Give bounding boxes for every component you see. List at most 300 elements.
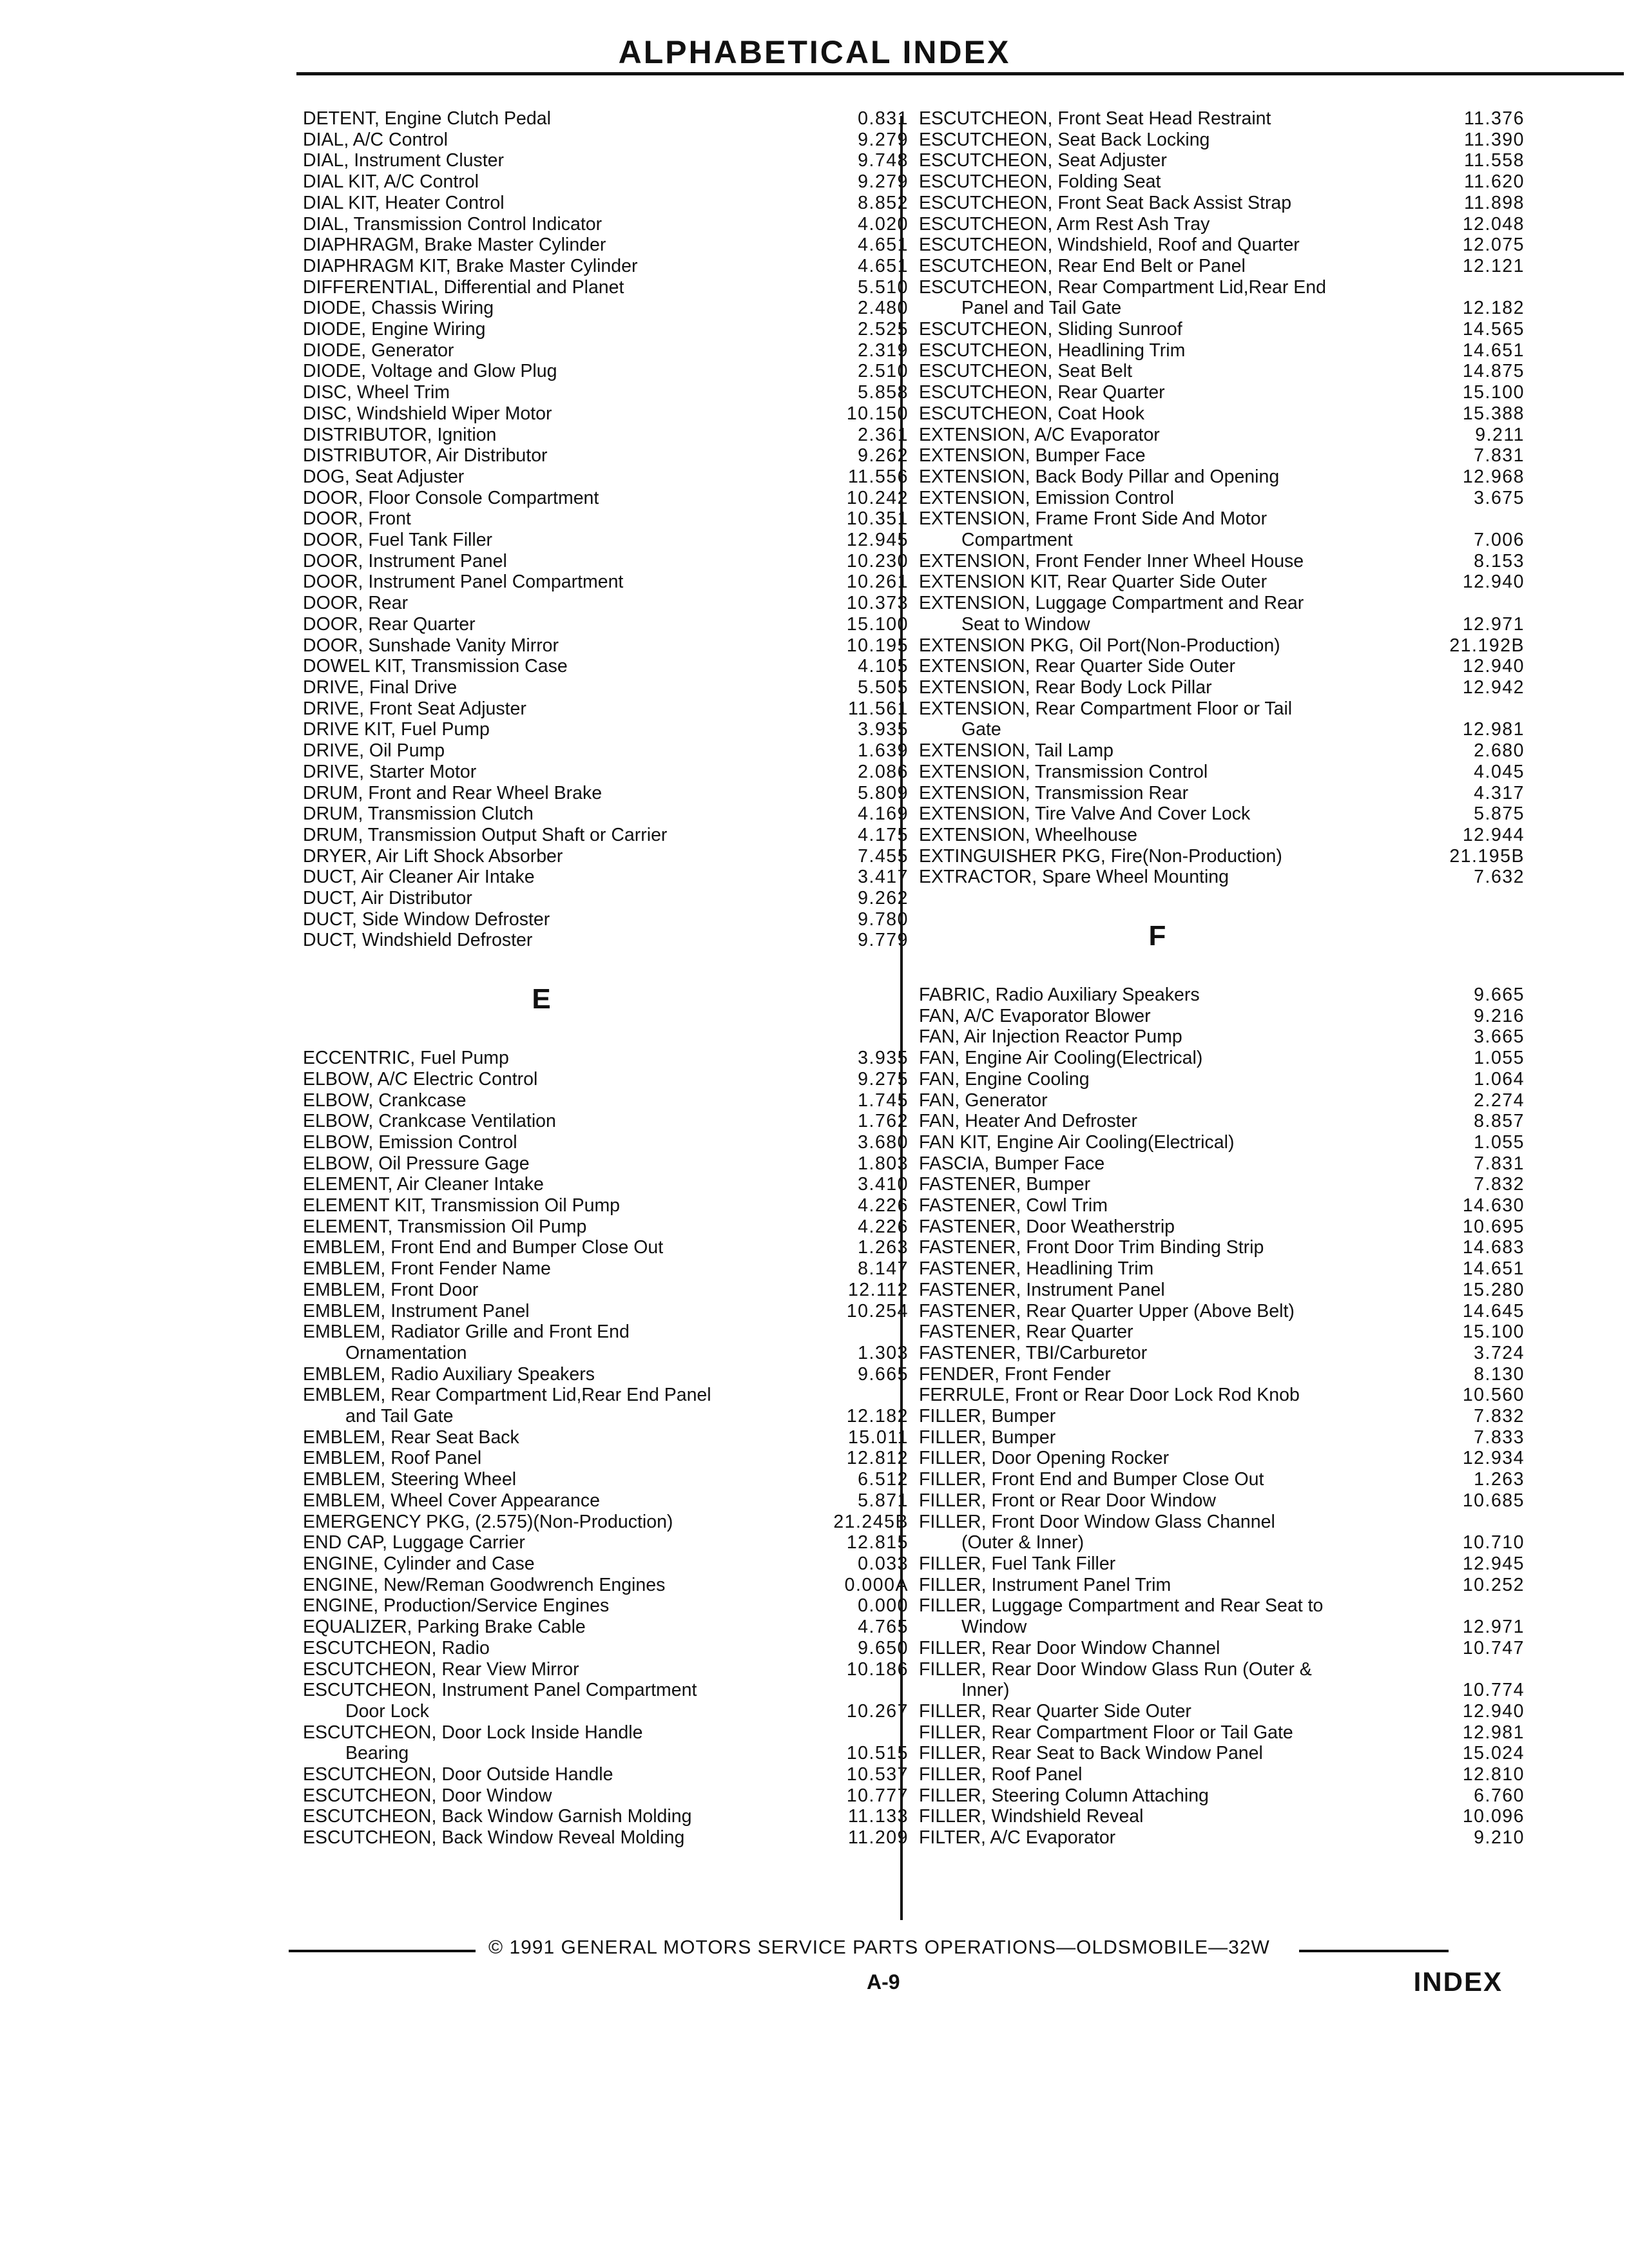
index-entry (919, 1701, 1525, 1722)
index-entry-text: FILTER, A/C Evaporator (919, 1827, 1116, 1849)
index-entry-section-number: 10.150 (846, 403, 909, 424)
index-entry-text: DRIVE, Starter Motor (303, 761, 477, 782)
index-entry (919, 361, 1525, 382)
index-entry-section-number: 4.226 (858, 1216, 909, 1237)
index-entry-continuation: Ornamentation (345, 1342, 467, 1363)
index-entry-text: DUCT, Air Distributor (303, 888, 472, 909)
index-entry (303, 256, 909, 277)
index-entry (303, 1280, 909, 1301)
index-entry-text: ESCUTCHEON, Headlining Trim (919, 340, 1186, 361)
index-entry-text: ESCUTCHEON, Seat Belt (919, 361, 1133, 382)
index-entry-text: DISTRIBUTOR, Ignition (303, 424, 497, 445)
index-entry (919, 171, 1525, 193)
index-entry (303, 572, 909, 593)
index-entry-section-number: 11.556 (847, 466, 909, 487)
index-entry-section-number: 3.935 (858, 719, 909, 740)
index-entry (303, 1090, 909, 1111)
index-entry-section-number: 7.833 (1474, 1427, 1525, 1448)
index-entry-text: EXTENSION, Bumper Face (919, 445, 1146, 466)
index-entry-text: DIAL KIT, Heater Control (303, 192, 505, 213)
index-entry-text: FASTENER, Door Weatherstrip (919, 1216, 1175, 1237)
index-entry-section-number: 12.945 (1462, 1553, 1525, 1574)
index-entry (303, 1427, 909, 1448)
index-list-f (919, 985, 1525, 1849)
index-entry-text: ELEMENT, Transmission Oil Pump (303, 1216, 587, 1237)
index-entry-section-number: 14.683 (1462, 1237, 1525, 1258)
index-entry (303, 1258, 909, 1280)
index-entry-text: EMBLEM, Radiator Grille and Front End (303, 1321, 630, 1343)
index-entry-text: EXTENSION, Transmission Control (919, 761, 1208, 782)
index-entry-text: EXTENSION, Front Fender Inner Wheel House (919, 550, 1304, 572)
index-entry (919, 1006, 1525, 1027)
index-entry (303, 1532, 909, 1553)
page-title: ALPHABETICAL INDEX (618, 34, 1011, 70)
index-entry-section-number: 15.100 (1462, 382, 1525, 403)
index-entry-section-number: 10.186 (846, 1658, 909, 1680)
index-entry-section-number: 1.803 (858, 1153, 909, 1174)
index-list-e (303, 1048, 909, 1849)
index-entry (919, 1132, 1525, 1153)
index-entry-section-number: 4.317 (1474, 782, 1525, 803)
index-entry-text: ELEMENT KIT, Transmission Oil Pump (303, 1195, 621, 1216)
index-entry (303, 235, 909, 256)
index-entry-section-number: 8.153 (1474, 550, 1525, 572)
index-entry-section-number: 10.351 (846, 508, 909, 530)
index-entry-text: FILLER, Rear Door Window Glass Run (Outer & (919, 1658, 1312, 1680)
index-entry-text: ESCUTCHEON, Back Window Garnish Molding (303, 1806, 692, 1827)
index-entry (919, 425, 1525, 446)
index-entry (303, 656, 909, 677)
index-entry (919, 1321, 1525, 1343)
index-entry-section-number: 10.230 (846, 550, 909, 572)
index-entry-section-number: 4.105 (858, 656, 909, 677)
index-entry-section-number: 10.252 (1462, 1574, 1525, 1595)
index-entry (919, 1237, 1525, 1258)
index-entry-section-number: 1.055 (1474, 1131, 1525, 1153)
index-entry-section-number: 12.182 (1462, 298, 1525, 319)
index-entry-section-number: 9.216 (1474, 1005, 1525, 1026)
index-entry (303, 445, 909, 466)
index-entry-text: FASTENER, Rear Quarter Upper (Above Belt) (919, 1300, 1295, 1321)
index-entry-section-number: 15.388 (1462, 403, 1525, 424)
index-entry (303, 1237, 909, 1258)
index-entry-text: DISC, Wheel Trim (303, 382, 450, 403)
index-entry (919, 1638, 1525, 1659)
index-entry (919, 635, 1525, 657)
index-entry-continuation: and Tail Gate (345, 1406, 454, 1427)
index-entry-text: DOOR, Fuel Tank Filler (303, 530, 493, 551)
index-entry-section-number: 15.024 (1462, 1743, 1525, 1764)
index-entry (919, 1026, 1525, 1048)
index-entry (919, 340, 1525, 361)
index-entry-text: FILLER, Instrument Panel Trim (919, 1574, 1171, 1595)
index-entry-text: FILLER, Luggage Compartment and Rear Seat to (919, 1595, 1324, 1617)
index-entry-text: FILLER, Front Door Window Glass Channel (919, 1511, 1275, 1532)
index-entry-text: EXTENSION, Luggage Compartment and Rear (919, 593, 1304, 614)
index-entry-section-number: 21.245B (833, 1511, 909, 1532)
index-entry-section-number: 12.942 (1462, 677, 1525, 698)
footer-rule-left (289, 1950, 476, 1952)
index-entry-text: FAN, Air Injection Reactor Pump (919, 1026, 1182, 1048)
index-entry (303, 130, 909, 151)
index-entry (303, 1195, 909, 1216)
index-entry (919, 130, 1525, 151)
index-entry-section-number: 1.263 (1474, 1469, 1525, 1490)
index-entry-text: FENDER, Front Fender (919, 1363, 1111, 1385)
index-entry-text: DOOR, Floor Console Compartment (303, 487, 599, 508)
index-entry (303, 214, 909, 235)
section-heading-f: F (1148, 920, 1166, 952)
index-entry-text: FAN, Generator (919, 1090, 1048, 1111)
index-entry-text: FAN, Engine Cooling (919, 1068, 1090, 1090)
index-entry (919, 445, 1525, 466)
index-entry-section-number: 3.680 (858, 1131, 909, 1153)
index-entry-text: EXTENSION, Tire Valve And Cover Lock (919, 803, 1251, 825)
index-entry-section-number: 14.651 (1462, 340, 1525, 361)
index-entry (303, 762, 909, 783)
index-entry (303, 1364, 909, 1385)
index-entry (919, 1448, 1525, 1469)
index-entry-text: FILLER, Rear Compartment Floor or Tail Gate (919, 1722, 1293, 1743)
index-entry (303, 783, 909, 804)
index-entry-text: FILLER, Front or Rear Door Window (919, 1490, 1216, 1511)
index-entry (303, 488, 909, 509)
index-entry (919, 108, 1525, 130)
index-entry (303, 403, 909, 425)
index-entry-section-number: 3.724 (1474, 1342, 1525, 1363)
index-entry-section-number: 4.169 (858, 803, 909, 825)
index-entry-text: ESCUTCHEON, Front Seat Head Restraint (919, 108, 1271, 129)
index-entry-text: ESCUTCHEON, Seat Adjuster (919, 150, 1167, 171)
index-entry-section-number: 1.263 (858, 1237, 909, 1258)
index-entry-section-number: 12.981 (1462, 719, 1525, 740)
index-entry-section-number: 8.852 (858, 192, 909, 213)
index-entry (303, 1448, 909, 1469)
index-entry (303, 1595, 909, 1617)
index-entry (919, 846, 1525, 867)
index-entry (919, 656, 1525, 677)
index-entry-continuation: Inner) (961, 1680, 1010, 1701)
index-entry-section-number: 8.147 (858, 1258, 909, 1280)
index-entry (303, 1722, 909, 1764)
index-entry-text: DETENT, Engine Clutch Pedal (303, 108, 551, 129)
index-entry-section-number: 2.510 (858, 361, 909, 382)
index-entry-section-number: 6.760 (1474, 1785, 1525, 1806)
index-entry (303, 382, 909, 403)
index-entry-section-number: 7.831 (1474, 445, 1525, 466)
index-entry-section-number: 12.182 (846, 1406, 909, 1427)
index-entry-section-number: 0.000 (858, 1595, 909, 1617)
index-entry (919, 1427, 1525, 1448)
index-entry-section-number: 12.971 (1462, 613, 1525, 635)
index-entry-text: EXTENSION, Tail Lamp (919, 740, 1113, 762)
index-entry-section-number: 8.130 (1474, 1363, 1525, 1385)
index-entry-section-number: 5.871 (858, 1490, 909, 1511)
index-entry (303, 1659, 909, 1680)
index-entry (919, 1553, 1525, 1575)
index-entry-text: FILLER, Steering Column Attaching (919, 1785, 1209, 1806)
index-entry (303, 888, 909, 909)
index-entry (303, 1617, 909, 1638)
index-entry (303, 171, 909, 193)
index-entry-text: DIAL KIT, A/C Control (303, 171, 479, 193)
index-entry (303, 1764, 909, 1785)
index-list-e-continued (919, 108, 1525, 888)
index-entry (303, 1827, 909, 1849)
index-entry-text: ESCUTCHEON, Windshield, Roof and Quarter (919, 235, 1300, 256)
index-entry-section-number: 10.777 (846, 1785, 909, 1806)
index-entry-text: DOWEL KIT, Transmission Case (303, 656, 568, 677)
index-entry-section-number: 14.645 (1462, 1300, 1525, 1321)
index-entry-text: EXTENSION, Back Body Pillar and Opening (919, 466, 1280, 487)
index-entry-text: EMBLEM, Instrument Panel (303, 1300, 530, 1321)
index-entry-section-number: 15.280 (1462, 1279, 1525, 1300)
index-entry-text: DIODE, Engine Wiring (303, 319, 486, 340)
page-number: A-9 (867, 1970, 900, 1994)
index-entry-section-number: 12.940 (1462, 572, 1525, 593)
index-entry (919, 1659, 1525, 1701)
index-entry-text: FILLER, Windshield Reveal (919, 1806, 1144, 1827)
index-entry (303, 1469, 909, 1490)
index-entry-text: EXTINGUISHER PKG, Fire(Non-Production) (919, 845, 1282, 867)
index-entry-text: DOOR, Instrument Panel (303, 550, 507, 572)
index-entry-section-number: 12.934 (1462, 1448, 1525, 1469)
index-entry-text: DRUM, Transmission Output Shaft or Carrier (303, 824, 668, 845)
index-entry (303, 677, 909, 698)
index-entry-text: EQUALIZER, Parking Brake Cable (303, 1617, 586, 1638)
index-entry-section-number: 12.944 (1462, 824, 1525, 845)
index-entry-section-number: 2.480 (858, 298, 909, 319)
index-entry-text: EMBLEM, Wheel Cover Appearance (303, 1490, 600, 1511)
index-entry-section-number: 3.417 (858, 867, 909, 888)
index-entry-section-number: 12.121 (1462, 255, 1525, 276)
index-entry-section-number: 10.685 (1462, 1490, 1525, 1511)
index-entry (303, 1490, 909, 1512)
index-entry (303, 530, 909, 551)
index-entry-text: ESCUTCHEON, Rear End Belt or Panel (919, 255, 1246, 276)
index-entry-section-number: 12.112 (847, 1279, 909, 1300)
index-entry (303, 1575, 909, 1596)
index-entry-text: FERRULE, Front or Rear Door Lock Rod Knob (919, 1385, 1300, 1406)
index-entry (919, 150, 1525, 171)
index-entry (919, 403, 1525, 425)
index-entry-section-number: 10.774 (1462, 1680, 1525, 1701)
index-entry-section-number: 11.620 (1463, 171, 1525, 193)
index-entry-section-number: 9.665 (858, 1363, 909, 1385)
index-entry-section-number: 11.561 (847, 698, 909, 719)
index-entry-text: DOOR, Rear (303, 593, 409, 614)
index-entry-text: ENGINE, New/Reman Goodwrench Engines (303, 1574, 666, 1595)
index-entry-text: DRIVE KIT, Fuel Pump (303, 719, 490, 740)
index-entry-section-number: 0.033 (858, 1553, 909, 1574)
index-entry-text: ECCENTRIC, Fuel Pump (303, 1048, 509, 1069)
index-entry-text: FABRIC, Radio Auxiliary Speakers (919, 985, 1200, 1006)
index-entry-section-number: 10.515 (846, 1743, 909, 1764)
index-entry-section-number: 3.665 (1474, 1026, 1525, 1048)
index-entry (919, 277, 1525, 319)
index-entry (919, 1301, 1525, 1322)
index-entry-text: EMBLEM, Radio Auxiliary Speakers (303, 1363, 595, 1385)
index-entry-text: DOOR, Front (303, 508, 411, 530)
index-entry (303, 593, 909, 614)
index-entry-text: EMBLEM, Rear Seat Back (303, 1427, 519, 1448)
index-entry-text: DOG, Seat Adjuster (303, 466, 465, 487)
index-entry (919, 235, 1525, 256)
index-entry (919, 1806, 1525, 1827)
index-entry-section-number: 2.274 (1474, 1090, 1525, 1111)
index-entry (919, 508, 1525, 550)
index-entry (919, 762, 1525, 783)
index-entry-text: FASTENER, Front Door Trim Binding Strip (919, 1237, 1264, 1258)
index-entry (919, 1595, 1525, 1637)
index-entry-text: FILLER, Front End and Bumper Close Out (919, 1469, 1264, 1490)
index-entry-section-number: 4.651 (858, 255, 909, 276)
index-entry-section-number: 10.747 (1462, 1637, 1525, 1658)
index-entry-section-number: 11.390 (1463, 129, 1525, 150)
index-entry-section-number: 9.665 (1474, 985, 1525, 1006)
index-entry-text: ESCUTCHEON, Seat Back Locking (919, 129, 1210, 150)
index-entry (919, 825, 1525, 846)
footer (289, 1937, 1449, 1963)
index-entry-section-number: 10.261 (846, 572, 909, 593)
index-entry-continuation: Panel and Tail Gate (961, 298, 1122, 319)
index-entry (919, 1764, 1525, 1785)
index-entry (303, 867, 909, 888)
index-entry (919, 319, 1525, 340)
index-entry (303, 340, 909, 361)
index-entry-text: DRUM, Transmission Clutch (303, 803, 534, 825)
index-entry-text: DRUM, Front and Rear Wheel Brake (303, 782, 602, 803)
index-entry-section-number: 12.940 (1462, 1700, 1525, 1722)
index-entry-section-number: 11.133 (847, 1806, 909, 1827)
index-entry-section-number: 11.558 (1463, 150, 1525, 171)
index-entry-text: DRIVE, Oil Pump (303, 740, 445, 762)
index-entry (303, 930, 909, 951)
index-entry (303, 108, 909, 130)
index-entry-text: FILLER, Rear Seat to Back Window Panel (919, 1743, 1263, 1764)
index-entry-section-number: 15.100 (846, 613, 909, 635)
index-entry (303, 1385, 909, 1427)
index-entry-text: ESCUTCHEON, Arm Rest Ash Tray (919, 213, 1210, 235)
index-entry (919, 1512, 1525, 1553)
index-entry-section-number: 7.832 (1474, 1174, 1525, 1195)
index-entry-text: FAN, Heater And Defroster (919, 1111, 1137, 1132)
index-entry-text: ESCUTCHEON, Door Lock Inside Handle (303, 1722, 643, 1743)
index-entry-section-number: 14.875 (1462, 361, 1525, 382)
section-heading-e: E (532, 983, 551, 1015)
index-entry-section-number: 15.100 (1462, 1321, 1525, 1343)
index-entry (919, 1785, 1525, 1807)
index-entry-text: ESCUTCHEON, Sliding Sunroof (919, 319, 1182, 340)
index-entry (303, 1321, 909, 1363)
index-entry-text: FASCIA, Bumper Face (919, 1153, 1105, 1174)
index-entry-text: EXTENSION KIT, Rear Quarter Side Outer (919, 572, 1268, 593)
index-entry-section-number: 12.981 (1462, 1722, 1525, 1743)
right-column (919, 108, 1525, 1849)
index-entry-section-number: 10.537 (846, 1764, 909, 1785)
index-entry (303, 277, 909, 298)
index-entry-text: DIODE, Voltage and Glow Plug (303, 361, 557, 382)
index-entry (919, 1174, 1525, 1195)
index-entry-text: DRIVE, Final Drive (303, 677, 458, 698)
index-entry-continuation: (Outer & Inner) (961, 1532, 1084, 1553)
index-entry-section-number: 11.376 (1463, 108, 1525, 129)
index-entry-text: EXTENSION, A/C Evaporator (919, 424, 1160, 445)
index-entry-text: EMBLEM, Front Door (303, 1279, 479, 1300)
index-entry-section-number: 1.303 (858, 1342, 909, 1363)
index-entry-section-number: 9.279 (858, 171, 909, 193)
index-entry-continuation: Seat to Window (961, 613, 1090, 635)
index-entry (303, 150, 909, 171)
index-entry (303, 319, 909, 340)
index-entry-section-number: 10.242 (846, 487, 909, 508)
index-entry (919, 1343, 1525, 1364)
index-entry-text: ENGINE, Production/Service Engines (303, 1595, 610, 1617)
index-entry (919, 698, 1525, 740)
index-entry-text: FILLER, Door Opening Rocker (919, 1448, 1170, 1469)
index-entry-section-number: 7.632 (1474, 867, 1525, 888)
index-entry (919, 1743, 1525, 1764)
index-entry-text: FILLER, Roof Panel (919, 1764, 1083, 1785)
index-entry-text: FASTENER, Bumper (919, 1174, 1091, 1195)
index-entry (303, 1680, 909, 1722)
index-entry-text: FILLER, Rear Quarter Side Outer (919, 1700, 1191, 1722)
index-entry-section-number: 4.765 (858, 1617, 909, 1638)
index-entry-text: FASTENER, Instrument Panel (919, 1279, 1165, 1300)
index-entry-section-number: 10.560 (1462, 1385, 1525, 1406)
index-entry-section-number: 1.762 (858, 1111, 909, 1132)
index-entry (303, 1512, 909, 1533)
index-entry-text: EMBLEM, Roof Panel (303, 1448, 482, 1469)
index-entry-text: EMBLEM, Steering Wheel (303, 1469, 517, 1490)
title-rule (296, 72, 1624, 75)
index-entry (303, 825, 909, 846)
index-entry-section-number: 12.812 (846, 1448, 909, 1469)
index-entry-text: ESCUTCHEON, Radio (303, 1637, 490, 1658)
index-entry (303, 298, 909, 319)
index-entry-text: FASTENER, Headlining Trim (919, 1258, 1154, 1280)
index-entry-text: DRIVE, Front Seat Adjuster (303, 698, 526, 719)
index-entry (303, 1069, 909, 1090)
index-entry-text: FAN, Engine Air Cooling(Electrical) (919, 1048, 1203, 1069)
index-entry (919, 1406, 1525, 1427)
index-entry-section-number: 2.680 (1474, 740, 1525, 762)
index-entry-section-number: 21.192B (1449, 635, 1525, 656)
index-entry-section-number: 7.455 (858, 845, 909, 867)
index-entry (303, 846, 909, 867)
index-entry (919, 1048, 1525, 1069)
index-entry (919, 1364, 1525, 1385)
index-entry (303, 1553, 909, 1575)
index-entry-section-number: 11.209 (847, 1827, 909, 1849)
index-entry-section-number: 2.525 (858, 319, 909, 340)
index-entry-section-number: 1.639 (858, 740, 909, 762)
index-entry (919, 593, 1525, 635)
index-entry-section-number: 9.279 (858, 129, 909, 150)
index-entry (303, 551, 909, 572)
index-entry-section-number: 9.262 (858, 888, 909, 909)
index-entry-section-number: 10.195 (846, 635, 909, 656)
index-entry-section-number: 12.968 (1462, 466, 1525, 487)
index-entry-section-number: 1.745 (858, 1090, 909, 1111)
index-entry (303, 1174, 909, 1195)
index-entry-text: ESCUTCHEON, Front Seat Back Assist Strap (919, 192, 1292, 213)
index-entry (919, 1385, 1525, 1406)
index-entry-text: ESCUTCHEON, Coat Hook (919, 403, 1145, 424)
index-entry-section-number: 0.831 (858, 108, 909, 129)
index-entry-section-number: 12.048 (1462, 213, 1525, 235)
index-label: INDEX (1413, 1966, 1503, 1997)
